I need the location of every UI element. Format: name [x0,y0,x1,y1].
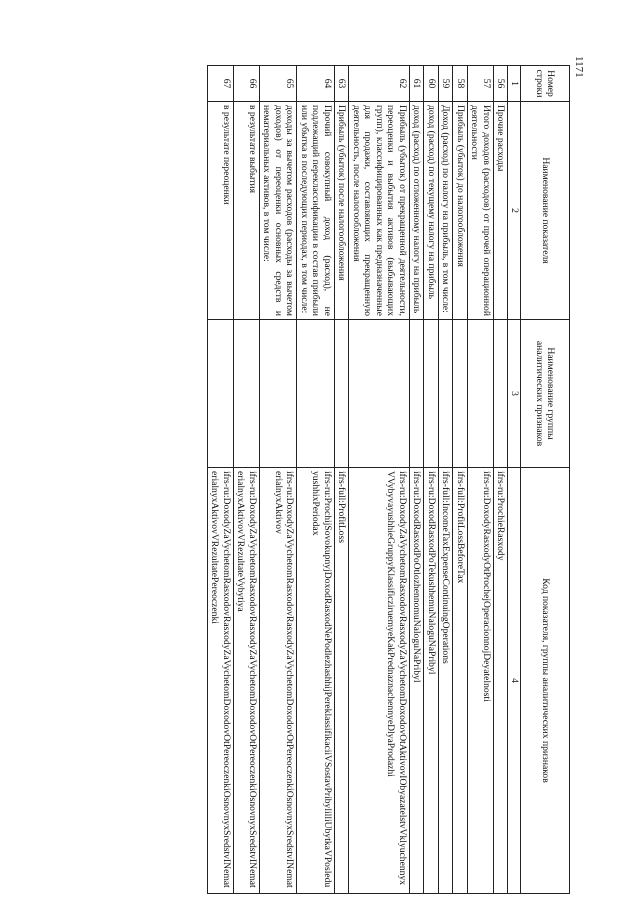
page-number: 1171 [573,56,585,78]
row-number: 58 [453,66,468,102]
indicator-name: доход (расход) по текущему налогу на прибыль [424,102,439,320]
indicator-code: ifrs-ru:DoxodyZaVychetomRasxodovRasxodyZaVychetomDoxodovOtPereoczenkiOsnovnyxSredstvINematerialnyxAktivov [260,468,298,894]
column-index-row [508,66,521,894]
indicator-name: в результате выбытия [234,102,260,320]
group-name [468,320,494,468]
table-row [335,66,350,894]
indicator-name: Прочие расходы [494,102,509,320]
group-name [234,320,260,468]
row-number: 60 [424,66,439,102]
indicator-code: ifrs-full:ProfitLossBeforeTax [453,468,468,894]
indicator-code: ifrs-ru:DoxodRasxodPoTekushhemuNaloguNaPribyl [424,468,439,894]
table-row [424,66,439,894]
group-name [410,320,425,468]
indicator-name: Прибыль (убыток) после налогообложения [335,102,350,320]
table-row [439,66,454,894]
header-line-number: Номер строки [521,66,570,102]
indicator-name: доход (расход) по отложенному налогу на прибыль [410,102,425,320]
row-number: 66 [234,66,260,102]
group-name [297,320,335,468]
indicator-code: ifrs-full:ProfitLoss [335,468,350,894]
row-number: 65 [260,66,298,102]
rotated-table-container [112,65,570,893]
table-row [260,66,298,894]
indicator-code: ifrs-ru:DoxodyZaVychetomRasxodovRasxodyZaVychetomDoxodovOtPereoczenkiOsnovnyxSredstvINematerialnyxAktivovVRezultatePereoczenki [208,468,234,894]
table-row [494,66,509,894]
table-row [468,66,494,894]
indicator-name: Итого доходов (расходов) от прочей операционной деятельности [468,102,494,320]
row-number: 67 [208,66,234,102]
column-index: 2 [508,102,521,320]
table-row [234,66,260,894]
indicator-code: ifrs-ru:DoxodyRasxodyOtProchejOperacionnojDeyatelnosti [468,468,494,894]
row-number: 63 [335,66,350,102]
indicator-code: ifrs-full:IncomeTaxExpenseContinuingOperations [439,468,454,894]
group-name [260,320,298,468]
group-name [349,320,410,468]
table-row [208,66,234,894]
indicator-code: ifrs-ru:DoxodyZaVychetomRasxodovRasxodyZaVychetomDoxodovOtAktivovIObyazatelstvVklyuchennyxVVybyvayushhieGruppyKlassificziruemyeKakPrednaznachennyeDlyaProdazhi [349,468,410,894]
table-row [410,66,425,894]
table-row [349,66,410,894]
group-name [439,320,454,468]
table-row [297,66,335,894]
table-header-row [521,66,570,894]
row-number: 57 [468,66,494,102]
row-number: 62 [349,66,410,102]
indicator-code: ifrs-ru:DoxodRasxodPoOtlozhennomuNaloguNaPribyl [410,468,425,894]
group-name [453,320,468,468]
indicator-code: ifrs-ru:ProchieRasxody [494,468,509,894]
group-name [494,320,509,468]
indicator-name: в результате переоценки [208,102,234,320]
row-number: 59 [439,66,454,102]
row-number: 61 [410,66,425,102]
row-number: 56 [494,66,509,102]
group-name [424,320,439,468]
group-name [335,320,350,468]
header-indicator-name: Наименование показателя [521,102,570,320]
header-group-name: Наименование группы аналитических признаков [521,320,570,468]
indicator-name: Прибыль (убыток) до налогообложения [453,102,468,320]
group-name [208,320,234,468]
table-body [208,66,509,894]
row-number: 64 [297,66,335,102]
column-index: 4 [508,468,521,894]
indicator-table [207,65,570,894]
indicator-code: ifrs-ru:ProchijSovokupnyjDoxodRasxodNePodlezhashhijPereklassifikaciiVSostavPribylilliUbytkaVPosleduyushhixPeriodax [297,468,335,894]
table-row [453,66,468,894]
column-index: 1 [508,66,521,102]
indicator-name: Прочий совокупный доход (расход), не подлежащий переклассификации в состав прибыли или убытка в последующих периодах, в том числе: [297,102,335,320]
indicator-code: ifrs-ru:DoxodyZaVychetomRasxodovRasxodyZaVychetomDoxodovOtPereoczenkiOsnovnyxSredstvINematerialnyxAktivovVRezultateVybytiya [234,468,260,894]
indicator-name: Доход (расход) по налогу на прибыль, в том числе: [439,102,454,320]
header-indicator-code: Код показателя, группы аналитических признаков [521,468,570,894]
indicator-name: доходы за вычетом расходов (расходы за вычетом доходов) от переоценки основных средств и нематериальных активов, в том числе: [260,102,298,320]
column-index: 3 [508,320,521,468]
indicator-name: Прибыль (убыток) от прекращенной деятельности, переоценки и выбытия активов (выбывающих групп), классифицированных как предназначенные для продажи, составляющих прекращенную деятельность, после налогообложения [349,102,410,320]
